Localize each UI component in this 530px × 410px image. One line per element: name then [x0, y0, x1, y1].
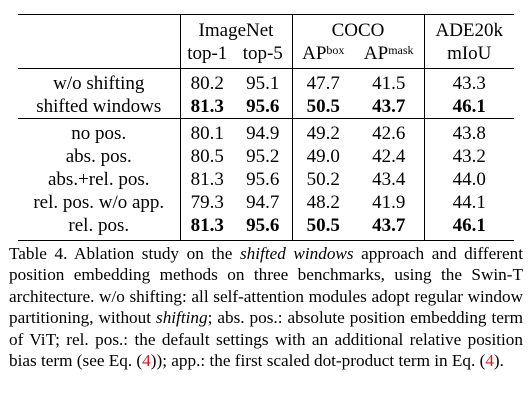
table-row: [18, 95, 514, 119]
value-cell: 80.2: [180, 69, 234, 96]
value-cell: 41.5: [354, 69, 424, 96]
value-cell: 94.7: [234, 191, 292, 214]
value-cell: 48.2: [306, 192, 340, 213]
imagenet-header: ImageNet: [180, 15, 292, 43]
ade20k-header: ADE20k: [424, 15, 514, 43]
value-cell: 42.4: [354, 145, 424, 168]
table-row: [18, 69, 514, 96]
value-cell: 81.3: [190, 169, 224, 190]
value-cell: 95.2: [234, 145, 292, 168]
value-cell: 50.2: [306, 169, 340, 190]
value-cell: 50.5: [292, 214, 354, 241]
value-cell: 43.7: [354, 214, 424, 241]
ap-box-header: $AP^{box}$: [302, 43, 345, 64]
coco-header: COCO: [292, 15, 424, 43]
table-header-row: [18, 15, 514, 43]
ablation-table: [18, 14, 514, 241]
value-cell: 43.3: [424, 69, 514, 96]
method-cell: shifted windows: [18, 95, 180, 119]
table-subheader-row: [18, 42, 514, 69]
value-cell: 47.7: [292, 69, 354, 96]
table-row: [18, 214, 514, 241]
table-row: [18, 168, 514, 191]
value-cell: 44.1: [452, 192, 486, 213]
value-cell: 43.8: [424, 119, 514, 146]
ap-mask-header: $AP^{mask}$: [354, 42, 424, 69]
table-row: [18, 191, 514, 214]
value-cell: 44.0: [452, 169, 486, 190]
table-caption: Table 4. Ablation study on the shifted windows approach and different position embedding methods on three benchmarks, using the Swin-T architecture. w/o shifting: all self-attention modules adopt regular window partitioning, without shifting; abs. pos.: absolute position embedding term of ViT; rel. pos.: the default settings with an additional relative position bias term (see Eq. (4)); app.: the first scaled dot-product term in Eq. (4).: [9, 244, 523, 371]
miou-header: mIoU: [447, 43, 492, 64]
value-cell: 49.2: [292, 119, 354, 146]
value-cell: 46.1: [424, 214, 514, 241]
value-cell: 81.3: [190, 96, 224, 117]
value-cell: 95.6: [234, 168, 292, 191]
value-cell: 94.9: [234, 119, 292, 146]
method-cell: abs.+rel. pos.: [18, 168, 180, 191]
value-cell: 43.7: [354, 95, 424, 119]
value-cell: 49.0: [306, 146, 340, 167]
top5-header: top-5: [234, 42, 292, 69]
value-cell: 79.3: [190, 192, 224, 213]
caption-emphasis: shifting: [156, 308, 208, 328]
value-cell: 42.6: [354, 119, 424, 146]
value-cell: 46.1: [452, 96, 486, 117]
value-cell: 50.5: [306, 96, 340, 117]
value-cell: 95.1: [234, 69, 292, 96]
method-cell: abs. pos.: [18, 145, 180, 168]
equation-link[interactable]: 4: [142, 351, 151, 371]
method-cell: rel. pos. w/o app.: [18, 191, 180, 214]
value-cell: 95.6: [234, 95, 292, 119]
method-cell: rel. pos.: [18, 214, 180, 241]
table-row: [18, 145, 514, 168]
table-row: [18, 119, 514, 146]
value-cell: 80.1: [180, 119, 234, 146]
method-cell: no pos.: [18, 119, 180, 146]
value-cell: 95.6: [234, 214, 292, 241]
top1-header: top-1: [187, 43, 228, 64]
value-cell: 80.5: [190, 146, 224, 167]
equation-link[interactable]: 4: [485, 351, 494, 371]
value-cell: 41.9: [354, 191, 424, 214]
value-cell: 43.2: [452, 146, 486, 167]
caption-emphasis: shifted windows: [239, 244, 354, 263]
value-cell: 43.4: [354, 168, 424, 191]
method-header: [18, 15, 180, 43]
method-cell: w/o shifting: [18, 69, 180, 96]
value-cell: 81.3: [180, 214, 234, 241]
